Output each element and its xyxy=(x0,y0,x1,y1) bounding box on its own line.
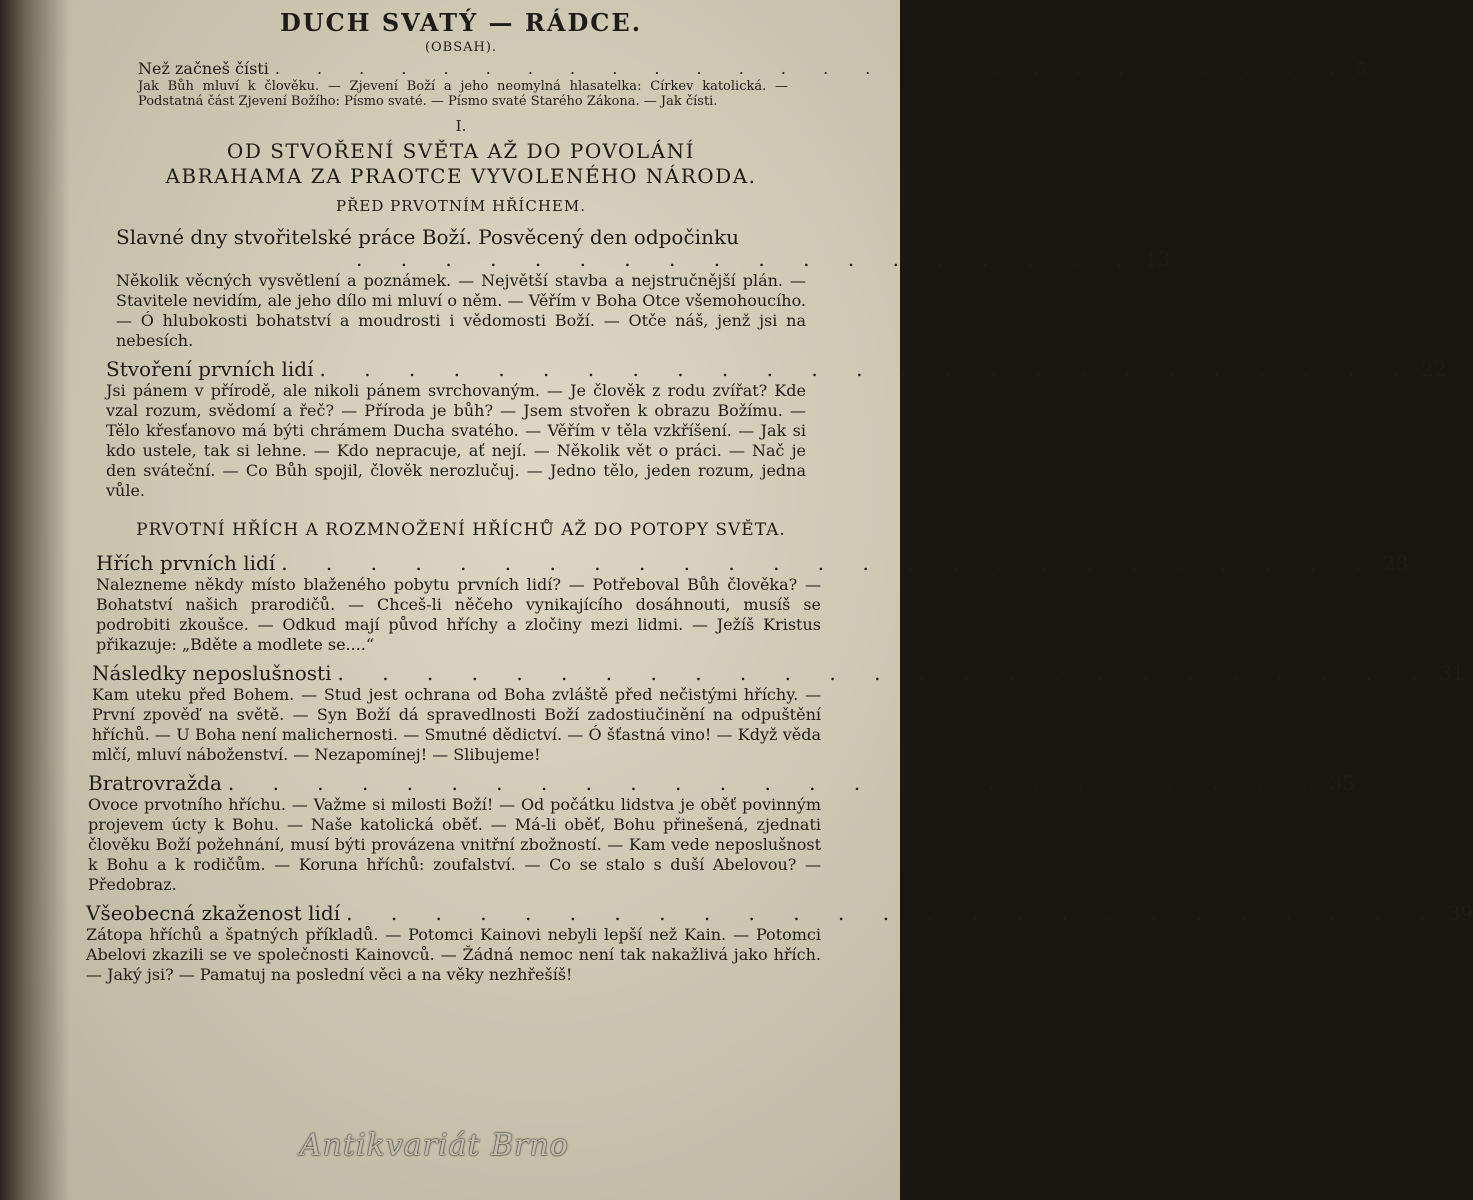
dot-leader: . . . . . . . . . . . . . . . . . . . . . . . . . xyxy=(319,357,1415,381)
toc-entry-intro xyxy=(138,59,1367,109)
page-title: DUCH SVATÝ — RÁDCE. xyxy=(279,8,643,37)
dot-leader: . . . . . . . . . . . . . . . . . . . . . . . . . xyxy=(346,901,1442,925)
entry-page-number: 35 xyxy=(1329,771,1355,795)
entry-page-number: 28 xyxy=(1382,551,1409,575)
entry-description: Nalezneme někdy místo blaženého pobytu prvních lidí? — Potřeboval Bůh člověka? — Bohatství našich prarodičů. — Chceš-li něčeho vynikajícího dosáhnouti, musíš se podrobiti zkoušce. — Odkud mají původ hříchy a zločiny mezi lidmi. — Ježíš Kristus přikazuje: „Bděte a modlete se....“ xyxy=(96,575,821,654)
toc-entry xyxy=(96,551,1409,655)
section-heading: PRVOTNÍ HŘÍCH A ROZMNOŽENÍ HŘÍCHŮ AŽ DO POTOPY SVĚTA. xyxy=(136,520,786,540)
entry-description: Kam uteku před Bohem. — Stud jest ochrana od Boha zvláště před nečistými hříchy. — První zpověď na světě. — Syn Boží dá spravedlnosti Boží zadostiučinění na odpuštění hříchů. — U Boha není malichernosti. — Smutné dědictví. — Ó šťastná vino! — Když věda mlčí, mluví náboženství. — Nezapomínej! — Slibujeme! xyxy=(92,685,821,764)
dot-leader: . . . . . . . . . . . . . . . . . . . . . . . . . . xyxy=(274,59,1351,78)
entry-page-number: 13 xyxy=(1144,247,1170,271)
page-subtitle: (OBSAH). xyxy=(424,40,498,55)
part-title-line-1: OD STVOŘENÍ SVĚTA AŽ DO POVOLÁNÍ xyxy=(226,139,696,163)
toc-entry xyxy=(86,901,1473,985)
entry-title: Slavné dny stvořitelské práce Boží. Posvěcený den odpočinku xyxy=(116,225,739,249)
page-gutter-shadow xyxy=(0,0,70,1200)
entry-title: Než začneš čísti xyxy=(138,59,269,78)
entry-page-number: 39 xyxy=(1447,901,1473,925)
entry-description: Ovoce prvotního hříchu. — Važme si milosti Boží! — Od počátku lidstva je oběť povinným projevem úcty k Bohu. — Naše katolická oběť. — Má-li oběť, Bohu přinešená, zjednati člověku Boží požehnání, musí býti provázena vnitřní zbožností. — Kam vede neposlušnost k Bohu a k rodičům. — Koruna hříchů: zoufalství. — Co se stalo s duší Abelovou? — Předobraz. xyxy=(88,795,821,894)
entry-title: Stvoření prvních lidí xyxy=(106,357,314,381)
entry-description: Jak Bůh mluví k člověku. — Zjevení Boží a jeho neomylná hlasatelka: Církev katolická. — Podstatná část Zjevení Božího: Písmo svaté. — Písmo svaté Starého Zákona. — Jak čísti. xyxy=(138,79,788,109)
entry-title: Následky neposlušnosti xyxy=(92,661,332,685)
entry-title: Bratrovražda xyxy=(88,771,222,795)
table-of-contents xyxy=(86,8,1473,985)
toc-entry xyxy=(92,661,1465,765)
entry-description: Zátopa hříchů a špatných příkladů. — Potomci Kainovi nebyli lepší než Kain. — Potomci Abelovi zkazili se ve společnosti Kainovců. — Žádná nemoc není tak nakažlivá jako hřích. — Jaký jsi? — Pamatuj na poslední věci a na věky nezhřešíš! xyxy=(86,925,821,984)
entry-description: Několik věcných vysvětlení a poznámek. — Největší stavba a nejstručnější plán. — Stavitele nevidím, ale jeho dílo mi mluví o něm. — Věřím v Boha Otce všemohoucího. — Ó hlubokosti bohatství a moudrosti i vědomosti Boží. — Otče náš, jenž jsi na nebesích. xyxy=(116,271,806,350)
entry-page-number: 22 xyxy=(1421,357,1447,381)
entry-page-number: 5 xyxy=(1356,59,1367,78)
part-title-line-2: ABRAHAMA ZA PRAOTCE VYVOLENÉHO NÁRODA. xyxy=(165,164,757,188)
entry-title: Hřích prvních lidí xyxy=(96,551,276,575)
entry-page-number: 31 xyxy=(1439,661,1465,685)
dot-leader: . . . . . . . . . . . . . . . . . . . . . . . . . xyxy=(337,661,1433,685)
toc-entry xyxy=(116,225,1170,351)
dot-leader: . . . . . . . . . . . . . . . . . . . . . . . . . xyxy=(281,551,1377,575)
section-heading: PŘED PRVOTNÍM HŘÍCHEM. xyxy=(336,197,586,215)
dot-leader: . . . . . . . . . . . . . . . . . . xyxy=(356,247,1139,271)
toc-entry xyxy=(88,771,1355,895)
entry-title: Všeobecná zkaženost lidí xyxy=(86,901,341,925)
part-number: I. xyxy=(455,117,467,135)
entry-description: Jsi pánem v přírodě, ale nikoli pánem svrchovaným. — Je člověk z rodu zvířat? Kde vzal rozum, svědomí a řeč? — Příroda je bůh? — Jsem stvořen k obrazu Božímu. — Tělo křesťanovo má býti chrámem Ducha svatého. — Věřím v těla vzkříšení. — Jak si kdo ustele, tak si lehne. — Kdo nepracuje, ať nejí. — Několik vět o práci. — Nač je den sváteční. — Co Bůh spojil, člověk nerozlučuj. — Jedno tělo, jeden rozum, jedna vůle. xyxy=(106,381,806,500)
toc-entry xyxy=(106,357,1447,501)
dot-leader: . . . . . . . . . . . . . . . . . . . . . . . . . xyxy=(227,771,1324,795)
watermark: Antikvariát Brno xyxy=(300,1128,569,1163)
